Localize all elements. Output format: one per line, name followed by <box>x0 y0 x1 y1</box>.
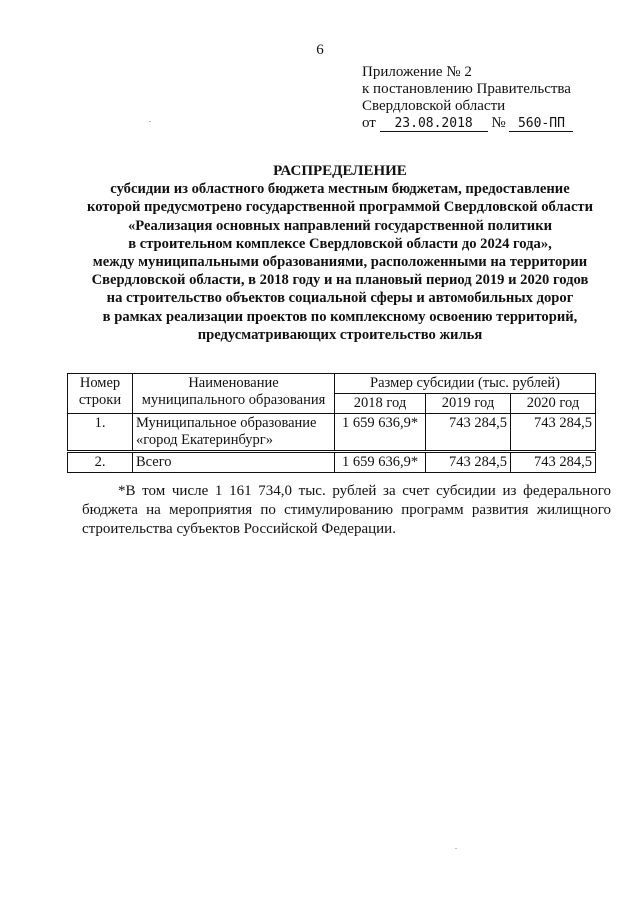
title-line: предусматривающих строительство жилья <box>197 326 483 343</box>
header-row-number: Номер строки <box>68 374 133 414</box>
title-line: Свердловской области, в 2018 году и на плановый период 2019 и 2020 годов <box>91 272 589 289</box>
header-year-2019: 2019 год <box>426 394 511 414</box>
amount-2018: 1 659 636,9* <box>335 414 426 452</box>
municipality-name: Муниципальное образование «город Екатеринбург» <box>133 414 335 452</box>
title-line: на строительство объектов социальной сферы и автомобильных дорог <box>106 290 574 307</box>
scan-speck <box>149 121 151 122</box>
header-year-2020: 2020 год <box>511 394 596 414</box>
title-heading: РАСПРЕДЕЛЕНИЕ <box>273 163 407 179</box>
header-subsidy-amount: Размер субсидии (тыс. рублей) <box>335 374 596 394</box>
document-title <box>20 162 640 344</box>
title-line: в строительном комплексе Свердловской области до 2024 года», <box>128 235 552 252</box>
table-row <box>68 414 596 452</box>
table-row-total <box>68 452 596 473</box>
footnote: *В том числе 1 161 734,0 тыс. рублей за счет субсидии из федерального бюджета на мероприятия по стимулированию программ развития жилищного строительства субъектов Российской Федерации. <box>82 483 611 537</box>
header-municipality: Наименование муниципального образования <box>133 374 335 414</box>
title-line: которой предусмотрено государственной программой Свердловской области <box>86 199 594 216</box>
amount-2019: 743 284,5 <box>426 452 511 473</box>
subsidy-table <box>67 373 596 473</box>
page-number: 6 <box>316 42 324 58</box>
header-year-2018: 2018 год <box>335 394 426 414</box>
amount-2020: 743 284,5 <box>511 414 596 452</box>
scan-speck <box>455 848 457 849</box>
title-line: субсидии из областного бюджета местным бюджетам, предоставление <box>110 181 570 198</box>
resolution-number: 560-ПП <box>509 117 573 132</box>
title-line: «Реализация основных направлений государственной политики <box>127 217 553 234</box>
number-prefix: № <box>491 115 506 131</box>
title-line: между муниципальными образованиями, расположенными на территории <box>92 254 588 271</box>
total-label: Всего <box>133 452 335 473</box>
appendix-title: Приложение № 2 <box>362 64 472 80</box>
appendix-date-number-line <box>362 115 573 132</box>
amount-2020: 743 284,5 <box>511 452 596 473</box>
appendix-block <box>362 64 573 132</box>
appendix-resolution: к постановлению Правительства <box>362 81 571 97</box>
amount-2018: 1 659 636,9* <box>335 452 426 473</box>
amount-2019: 743 284,5 <box>426 414 511 452</box>
row-number: 2. <box>68 452 133 473</box>
resolution-date: 23.08.2018 <box>380 117 488 132</box>
title-line: в рамках реализации проектов по комплексному освоению территорий, <box>102 308 578 325</box>
table-header-row <box>68 374 596 394</box>
row-number: 1. <box>68 414 133 452</box>
date-prefix: от <box>362 115 376 131</box>
appendix-region: Свердловской области <box>362 98 506 114</box>
